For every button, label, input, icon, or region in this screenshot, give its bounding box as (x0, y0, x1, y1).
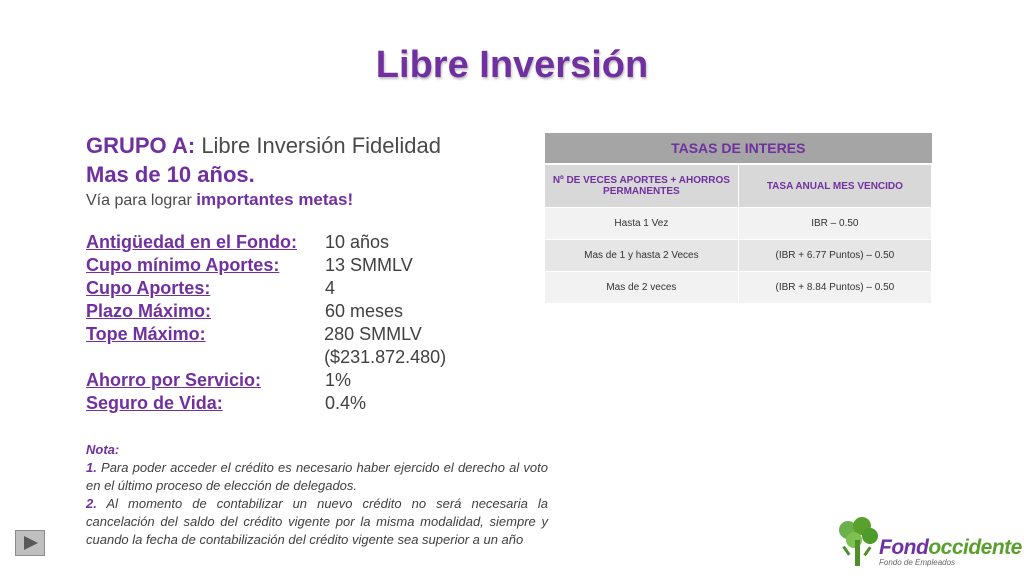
logo-subtitle: Fondo de Empleados (879, 558, 956, 567)
spec-value: 4 (325, 278, 336, 298)
note-item (86, 459, 548, 495)
logo-wordmark (879, 536, 1022, 560)
notes-block (86, 441, 548, 549)
column-header: Nº DE VECES APORTES + AHORROS PERMANENTES (545, 164, 738, 208)
spec-row (86, 392, 548, 415)
table-cell: (IBR + 8.84 Puntos) – 0.50 (738, 272, 931, 304)
fondoccidente-logo (836, 516, 1021, 568)
spec-label: Tope Máximo: (86, 324, 206, 344)
spec-label: Seguro de Vida: (86, 393, 223, 413)
table-row (545, 272, 932, 304)
notes-title: Nota: (86, 442, 120, 457)
tagline-prefix: Vía para lograr (86, 192, 192, 209)
spec-value: 60 meses (325, 301, 404, 321)
spec-value: 10 años (325, 232, 390, 252)
spec-label: Cupo Aportes: (86, 278, 211, 298)
spec-row (86, 277, 548, 300)
previous-slide-button[interactable] (15, 530, 45, 556)
spec-value: 1% (325, 370, 352, 390)
table-cell: (IBR + 6.77 Puntos) – 0.50 (738, 240, 931, 272)
logo-wordmark-a: Fond (879, 536, 929, 559)
triangle-play-icon (23, 535, 39, 551)
table-row (545, 240, 932, 272)
note-number: 2. (86, 496, 97, 511)
specs-list (86, 231, 548, 415)
spec-label: Ahorro por Servicio: (86, 370, 262, 390)
table-cell: Mas de 2 veces (545, 272, 738, 304)
table-cell: Hasta 1 Vez (545, 208, 738, 240)
group-heading (86, 132, 548, 160)
rates-table-title: TASAS DE INTERES (545, 133, 932, 164)
note-text: Para poder acceder el crédito es necesario haber ejercido el derecho al voto en el último proceso de elección de delegados. (86, 460, 548, 493)
table-cell: Mas de 1 y hasta 2 Veces (545, 240, 738, 272)
group-label: GRUPO A: (86, 133, 196, 158)
spec-value: 280 SMMLV ($231.872.480) (324, 324, 447, 367)
tree-logo-icon (836, 516, 880, 568)
left-content (86, 132, 548, 549)
table-row (545, 208, 932, 240)
spec-label: Cupo mínimo Aportes: (86, 255, 280, 275)
group-name: Libre Inversión Fidelidad (201, 133, 442, 158)
years-heading: Mas de 10 años. (86, 162, 255, 187)
spec-value: 0.4% (325, 393, 367, 413)
tagline (86, 189, 548, 212)
note-item (86, 495, 548, 549)
rates-table (545, 133, 932, 303)
table-cell: IBR – 0.50 (738, 208, 931, 240)
tagline-highlight: importantes metas! (196, 190, 354, 209)
spec-label: Antigüedad en el Fondo: (86, 232, 297, 252)
spec-value: 13 SMMLV (325, 255, 413, 275)
note-number: 1. (86, 460, 97, 475)
spec-row (86, 300, 548, 323)
spec-label: Plazo Máximo: (86, 301, 212, 321)
logo-wordmark-b: occidente (928, 536, 1022, 559)
spec-row (86, 254, 548, 277)
slide-title: Libre Inversión (375, 44, 649, 86)
spec-row (86, 323, 548, 369)
note-text: Al momento de contabilizar un nuevo crédito no será necesaria la cancelación del saldo del crédito vigente por la misma modalidad, siempre y cuando la fecha de contabilización del crédito vigente sea superior a un año (86, 496, 548, 547)
spec-row (86, 369, 548, 392)
spec-row (86, 231, 548, 254)
column-header: TASA ANUAL MES VENCIDO (738, 164, 931, 208)
